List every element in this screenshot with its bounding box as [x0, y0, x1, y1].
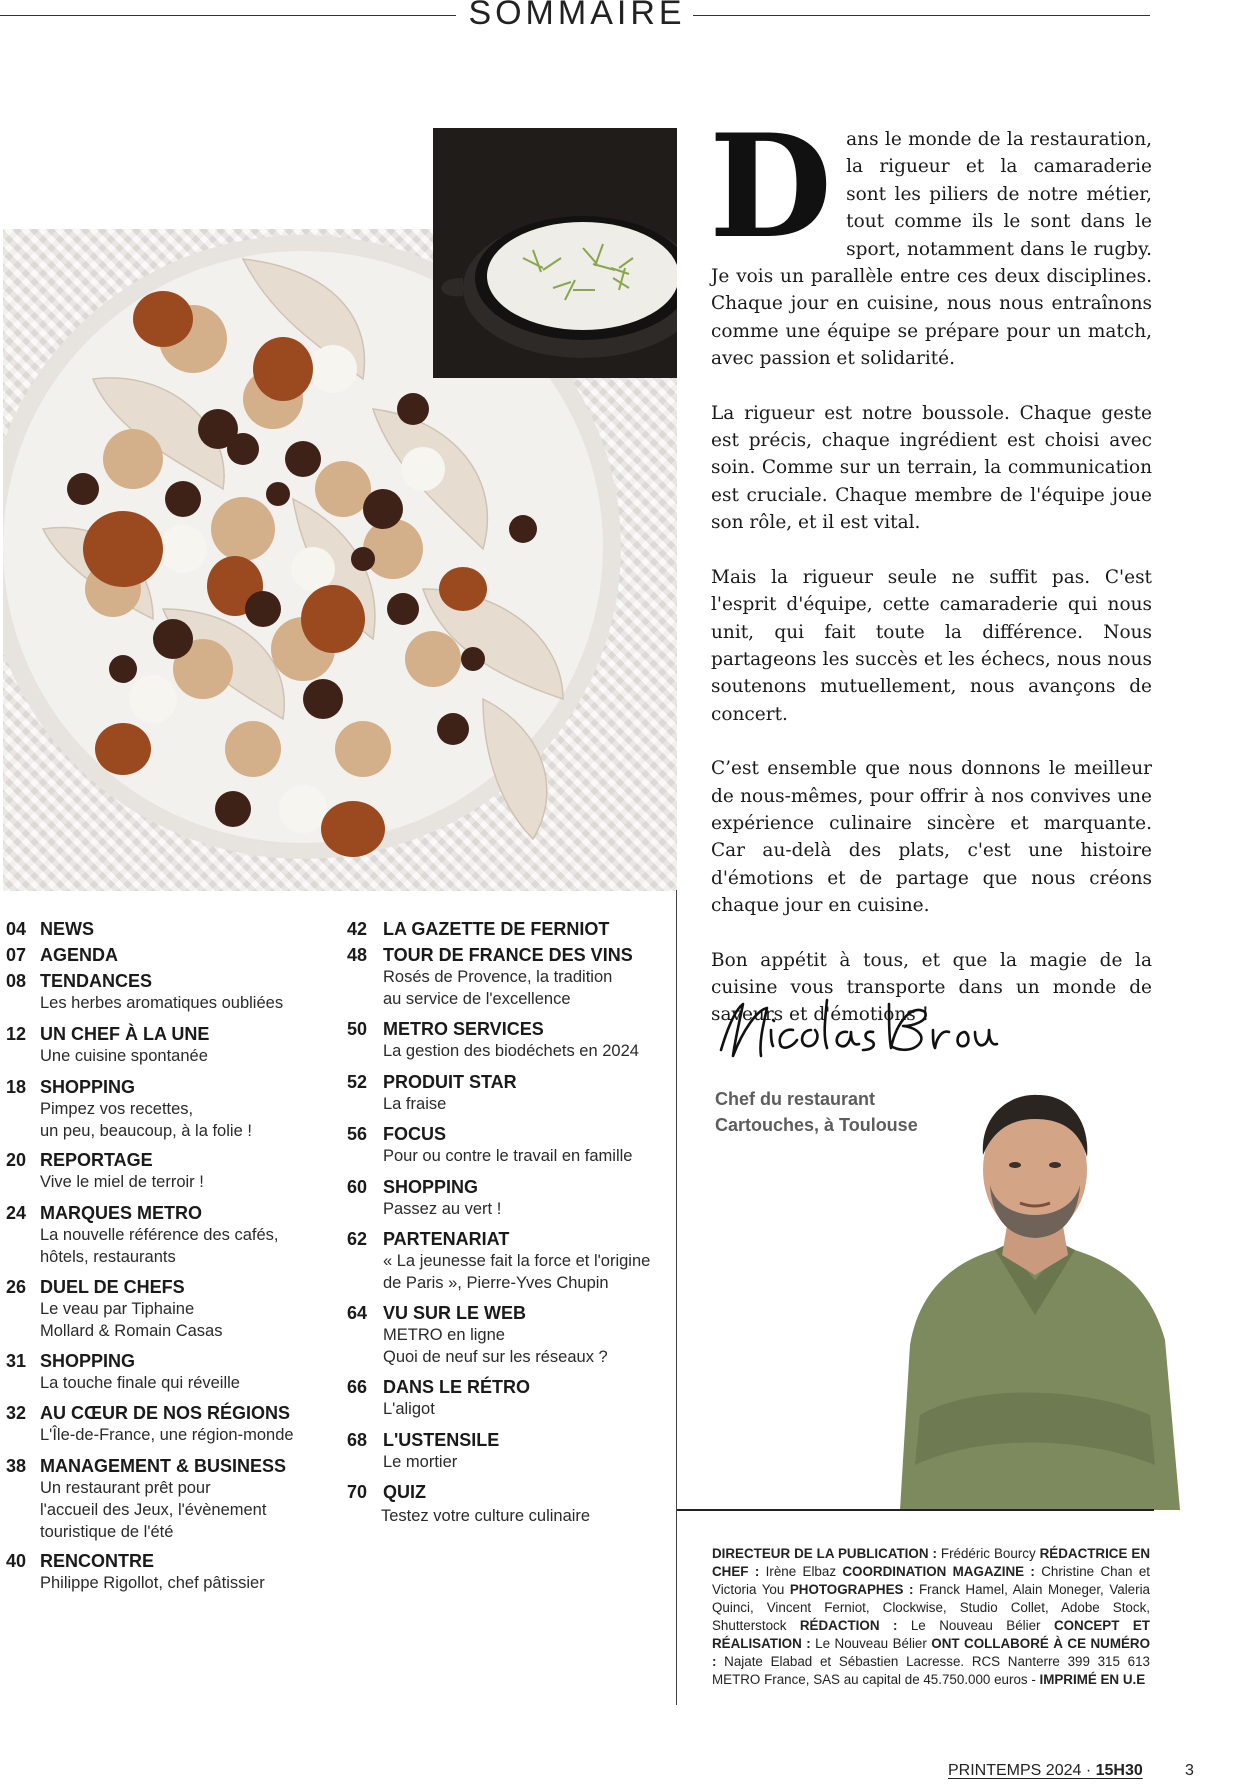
toc-title: RENCONTRE — [40, 1551, 155, 1571]
toc-title: AU CŒUR DE NOS RÉGIONS — [40, 1403, 291, 1423]
toc-page-number: 31 — [6, 1351, 27, 1371]
toc-page-number: 42 — [347, 919, 368, 939]
credit-value: Irène Elbaz — [759, 1564, 843, 1579]
credit-label: CONCEPT ET RÉALISATION : — [712, 1618, 1150, 1651]
toc-subtitle: L'aligot — [383, 1400, 435, 1418]
toc-title: TENDANCES — [40, 971, 153, 991]
toc-title: REPORTAGE — [40, 1150, 153, 1170]
credit-value: Le Nouveau Bélier — [810, 1636, 932, 1651]
masthead-credits — [712, 1545, 1150, 1689]
chef-portrait-photo — [880, 1085, 1190, 1510]
toc-subtitle: Pour ou contre le travail en famille — [383, 1147, 633, 1165]
toc-subtitle: La gestion des biodéchets en 2024 — [383, 1042, 639, 1060]
credit-label: PHOTOGRAPHES : — [789, 1582, 914, 1597]
toc-title: PARTENARIAT — [383, 1229, 510, 1249]
toc-subtitle: Le mortier — [383, 1453, 458, 1471]
editorial-paragraph: Dans le monde de la restauration, la rigueur et la camaraderie sont les piliers de notre métier, tout comme ils le sont dans le sport, notamment dans le rugby. Je vois un parallèle entre ces deux disciplines. Chaque jour en cuisine, nous nous entraînons comme une équipe se prépare pour un match, avec passion et solidarité. — [709, 104, 1152, 370]
toc-title: PRODUIT STAR — [383, 1072, 517, 1092]
page-number: 3 — [1185, 1762, 1194, 1779]
toc-page-number: 68 — [347, 1430, 368, 1450]
toc-subtitle: hôtels, restaurants — [40, 1248, 176, 1266]
editorial-paragraph: C’est ensemble que nous donnons le meilleur de nous-mêmes, pour offrir à nos convives une expérience culinaire sincère et marquante. Car au-delà des plats, c'est une histoire d'émotions et de partage que nous créons chaque jour en cuisine. — [711, 758, 1152, 917]
toc-page-number: 18 — [6, 1077, 27, 1097]
editorial-paragraph: Bon appétit à tous, et que la magie de la cuisine vous transporte dans un monde de saveurs et d'émotions ! — [711, 949, 1152, 1026]
toc-page-number: 66 — [347, 1377, 368, 1397]
toc-page-number: 38 — [6, 1456, 27, 1476]
toc-subtitle: touristique de l'été — [40, 1523, 174, 1541]
toc-title: SHOPPING — [40, 1351, 136, 1371]
toc-title: QUIZ — [383, 1482, 426, 1502]
credit-label: COORDINATION MAGAZINE : — [842, 1564, 1035, 1579]
toc-page-number: 24 — [6, 1203, 27, 1223]
credits-divider — [677, 1509, 1154, 1511]
handwritten-signature — [713, 990, 1003, 1070]
toc-title: FOCUS — [383, 1124, 446, 1144]
toc-page-number: 64 — [347, 1303, 368, 1323]
toc-page-number: 56 — [347, 1124, 368, 1144]
toc-page-number: 32 — [6, 1403, 27, 1423]
toc-title: LA GAZETTE DE FERNIOT — [383, 919, 610, 939]
toc-title: DANS LE RÉTRO — [383, 1377, 531, 1397]
footer-magazine-name: 15H30 — [1095, 1762, 1143, 1779]
toc-subtitle: Une cuisine spontanée — [40, 1047, 208, 1065]
credit-label: RÉDACTRICE EN CHEF : — [712, 1546, 1150, 1579]
credit-value: Najate Elabad et Sébastien Lacresse. RCS Nanterre 399 315 613 METRO France, SAS au capital de 45.750.000 euros - — [712, 1654, 1150, 1687]
editorial-paragraph: Mais la rigueur seule ne suffit pas. C'est l'esprit d'équipe, cette camaraderie qui nous unit, qui fait toute la différence. Nous partageons les succès et les échecs, nous nous soutenons mutuellement, nous avançons de concert. — [711, 566, 1152, 725]
toc-page-number: 20 — [6, 1150, 27, 1170]
toc-page-number: 50 — [347, 1019, 368, 1039]
header-rule-right — [693, 15, 1150, 16]
chef-portrait-illustration — [880, 1085, 1190, 1510]
editorial-text — [709, 104, 1152, 1056]
toc-page-number: 26 — [6, 1277, 27, 1297]
drop-cap: D — [709, 104, 833, 270]
toc-subtitle: Rosés de Provence, la tradition — [383, 968, 613, 986]
toc-title: AGENDA — [40, 945, 119, 965]
toc-subtitle: La nouvelle référence des cafés, — [40, 1226, 279, 1244]
toc-subtitle: La touche finale qui réveille — [40, 1374, 240, 1392]
editorial-paragraph: La rigueur est notre boussole. Chaque geste est précis, chaque ingrédient est choisi avec soin. Comme sur un terrain, la communication est cruciale. Chaque membre de l'équipe joue son rôle, et il est vital. — [711, 402, 1152, 534]
credit-value: Christine Chan et Victoria You — [712, 1564, 1150, 1597]
toc-page-number: 08 — [6, 971, 27, 991]
toc-page-number: 70 — [347, 1482, 368, 1502]
toc-subtitle: un peu, beaucoup, à la folie ! — [40, 1122, 252, 1140]
toc-subtitle: au service de l'excellence — [383, 990, 571, 1008]
toc-title: MARQUES METRO — [40, 1203, 202, 1223]
toc-subtitle: « La jeunesse fait la force et l'origine — [383, 1252, 651, 1270]
credit-label: RÉDACTION : — [799, 1618, 898, 1633]
toc-subtitle: Philippe Rigollot, chef pâtissier — [40, 1574, 265, 1592]
toc-title: UN CHEF À LA UNE — [40, 1024, 210, 1044]
toc-title: NEWS — [40, 919, 94, 939]
soup-bowl-photo — [433, 128, 677, 378]
page-title: SOMMAIRE — [468, 0, 686, 32]
toc-subtitle: METRO en ligne — [383, 1326, 505, 1344]
column-divider — [676, 890, 677, 1705]
toc-page-number: 62 — [347, 1229, 368, 1249]
toc-subtitle: Pimpez vos recettes, — [40, 1100, 194, 1118]
toc-title: SHOPPING — [383, 1177, 479, 1197]
chef-caption-line2: Cartouches, à Toulouse — [715, 1115, 918, 1135]
footer-issue — [948, 1762, 1143, 1780]
toc-title: L'USTENSILE — [383, 1430, 500, 1450]
toc-subtitle: Vive le miel de terroir ! — [40, 1173, 204, 1191]
chef-signature — [713, 990, 1003, 1075]
credit-value: Frédéric Bourcy — [936, 1546, 1040, 1561]
toc-page-number: 12 — [6, 1024, 27, 1044]
toc-title: DUEL DE CHEFS — [40, 1277, 185, 1297]
toc-page-number: 52 — [347, 1072, 368, 1092]
toc-title: SHOPPING — [40, 1077, 136, 1097]
chef-caption-line1: Chef du restaurant — [715, 1089, 876, 1109]
toc-page-number: 07 — [6, 945, 27, 965]
toc-subtitle: Un restaurant prêt pour — [40, 1479, 211, 1497]
toc-subtitle: Quoi de neuf sur les réseaux ? — [383, 1348, 608, 1366]
credit-label: DIRECTEUR DE LA PUBLICATION : — [712, 1546, 937, 1561]
toc-subtitle: Le veau par Tiphaine — [40, 1300, 195, 1318]
toc-subtitle: La fraise — [383, 1095, 447, 1113]
toc-page-number: 04 — [6, 919, 27, 939]
credit-value: Le Nouveau Bélier — [897, 1618, 1054, 1633]
toc-subtitle: Testez votre culture culinaire — [381, 1507, 591, 1525]
toc-title: METRO SERVICES — [383, 1019, 544, 1039]
credit-value: Franck Hamel, Alain Moneger, Valeria Quinci, Vincent Ferniot, Clockwise, Studio Collet, Adobe Stock, Shutterstock — [712, 1582, 1151, 1633]
toc-subtitle: Passez au vert ! — [383, 1200, 502, 1218]
toc-title: TOUR DE FRANCE DES VINS — [383, 945, 633, 965]
toc-page-number: 48 — [347, 945, 368, 965]
toc-subtitle: L'Île-de-France, une région-monde — [40, 1426, 294, 1444]
toc-title: MANAGEMENT & BUSINESS — [40, 1456, 287, 1476]
toc-page-number: 40 — [6, 1551, 27, 1571]
toc-subtitle: Mollard & Romain Casas — [40, 1322, 223, 1340]
soup-bowl-illustration — [433, 128, 677, 378]
toc-page-number: 60 — [347, 1177, 368, 1197]
toc-subtitle: Les herbes aromatiques oubliées — [40, 994, 284, 1012]
toc-title: VU SUR LE WEB — [383, 1303, 527, 1323]
credit-label: ONT COLLABORÉ À CE NUMÉRO : — [712, 1636, 1151, 1669]
footer-issue-label: PRINTEMPS 2024 · — [948, 1762, 1096, 1779]
toc-subtitle: l'accueil des Jeux, l'évènement — [40, 1501, 267, 1519]
credit-label: IMPRIMÉ EN U.E — [1039, 1672, 1146, 1687]
toc-subtitle: de Paris », Pierre-Yves Chupin — [383, 1274, 609, 1292]
